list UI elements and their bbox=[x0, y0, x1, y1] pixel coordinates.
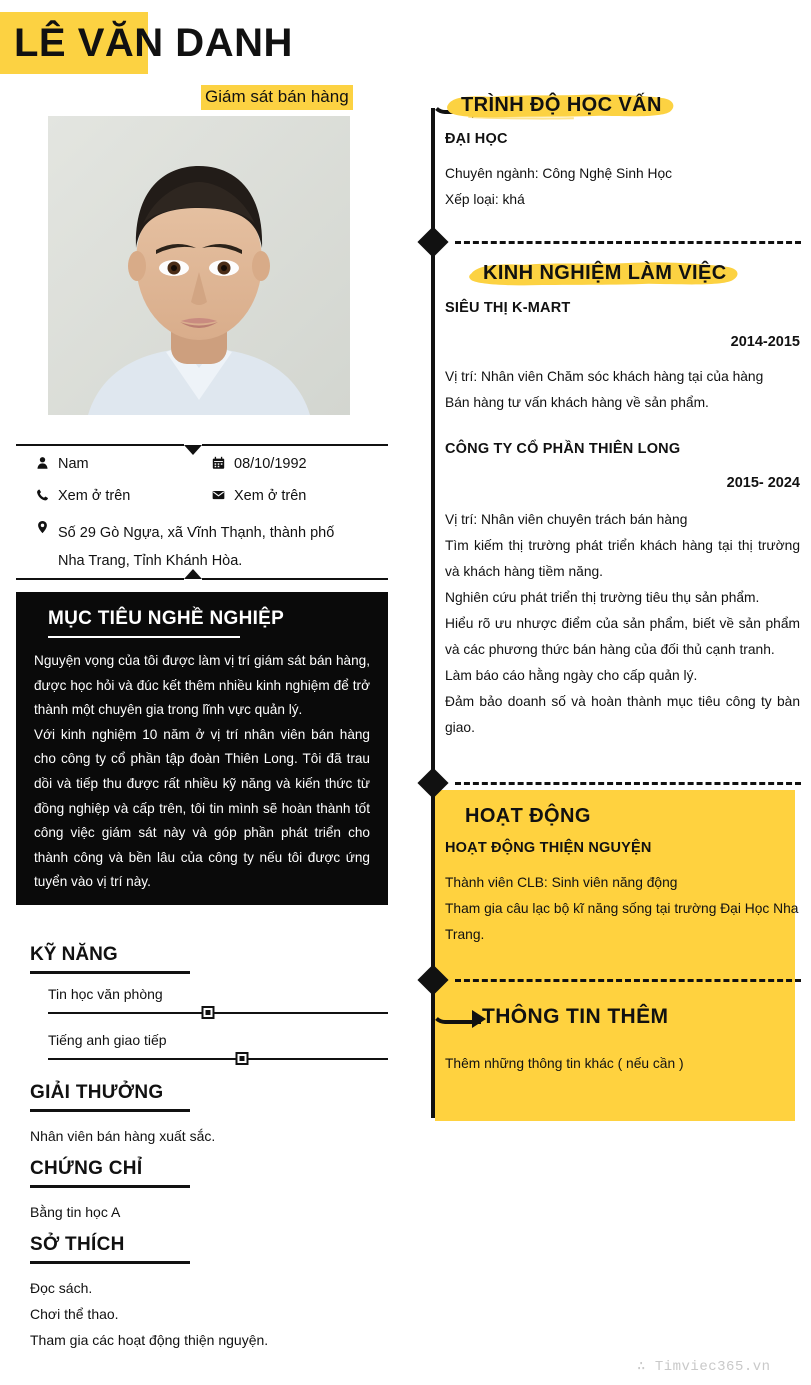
job-line: Nghiên cứu phát triển thị trường tiêu thụ sản phẩm. bbox=[445, 590, 760, 605]
experience-heading-text: KINH NGHIỆM LÀM VIỆC bbox=[483, 262, 727, 284]
activities-subheading: HOẠT ĐỘNG THIỆN NGUYỆN bbox=[445, 840, 652, 856]
activities-section bbox=[445, 805, 800, 948]
skill-slider-handle[interactable] bbox=[235, 1052, 248, 1065]
contact-address-line-1: Số 29 Gò Ngựa, xã Vĩnh Thạnh, thành phố bbox=[58, 525, 335, 541]
job-line: Làm báo cáo hằng ngày cho cấp quản lý. bbox=[445, 668, 698, 683]
location-pin-icon bbox=[36, 519, 58, 534]
job-line: Vị trí: Nhân viên chuyên trách bán hàng bbox=[445, 512, 688, 527]
contact-address-line-2: Nha Trang, Tỉnh Khánh Hòa. bbox=[58, 553, 243, 569]
contact-row-1 bbox=[36, 455, 388, 474]
list-item: Tham gia các hoạt động thiện nguyện. bbox=[30, 1331, 269, 1348]
experience-job bbox=[445, 441, 800, 741]
education-major: Chuyên ngành: Công Nghệ Sinh Học bbox=[445, 166, 673, 181]
job-title: Giám sát bán hàng bbox=[201, 85, 353, 110]
job-company: SIÊU THỊ K-MART bbox=[445, 300, 571, 316]
job-line: Vị trí: Nhân viên Chăm sóc khách hàng tại của hàng bbox=[445, 369, 764, 384]
person-icon bbox=[36, 455, 58, 470]
contact-divider-left bbox=[16, 444, 184, 446]
career-objective-body bbox=[34, 649, 370, 895]
watermark: ∴ Timviec365.vn bbox=[637, 1359, 771, 1375]
job-period: 2015- 2024 bbox=[726, 475, 800, 491]
awards-section bbox=[30, 1082, 388, 1149]
skill-slider-track bbox=[48, 1058, 388, 1061]
envelope-icon bbox=[212, 487, 234, 502]
activities-line: Tham gia câu lạc bộ kĩ năng sống tại trường Đại Học Nha Trang. bbox=[445, 901, 799, 942]
skill-slider-track bbox=[48, 1012, 388, 1015]
awards-underline bbox=[30, 1109, 190, 1112]
contact-gender-value: Nam bbox=[58, 456, 89, 472]
job-line: Đảm bảo doanh số và hoàn thành mục tiêu công ty bàn giao. bbox=[445, 694, 800, 735]
divider-caret-down-icon bbox=[184, 445, 202, 455]
contact-gender bbox=[36, 455, 212, 474]
activities-body bbox=[445, 870, 800, 948]
skill-label: Tiếng anh giao tiếp bbox=[48, 1031, 167, 1048]
contact-email-value: Xem ở trên bbox=[234, 488, 307, 504]
contact-bottom-divider-right bbox=[202, 578, 388, 580]
job-description bbox=[445, 364, 800, 416]
right-column bbox=[400, 0, 811, 1385]
hobbies-section bbox=[30, 1234, 388, 1353]
activities-line: Thành viên CLB: Sinh viên năng động bbox=[445, 875, 678, 890]
hobbies-items bbox=[30, 1275, 388, 1353]
timeline-dashed-separator bbox=[455, 979, 801, 982]
phone-icon bbox=[36, 487, 58, 502]
job-line: Bán hàng tư vấn khách hàng về sản phẩm. bbox=[445, 395, 709, 410]
career-objective-paragraph-2: Với kinh nghiệm 10 năm ở vị trí nhân viên bán hàng cho công ty cổ phần tập đoàn Thiên Long. Tôi đã trau dồi và tiếp thu được rất nhiều kỹ năng và kiến thức từ đồng nghiệp và cấp trên, tôi tin mình sẽ hoàn thành tốt công việc giám sát này và góp phần phát triển cho thành công và bền lâu của công ty nếu tôi được ứng tuyển vào vị trí này. bbox=[34, 726, 370, 890]
contact-row-2 bbox=[36, 487, 388, 506]
contact-divider-right bbox=[202, 444, 388, 446]
job-company: CÔNG TY CỔ PHẦN THIÊN LONG bbox=[445, 441, 681, 457]
experience-job bbox=[445, 300, 800, 416]
skill-row bbox=[30, 1029, 388, 1066]
divider-caret-up-icon bbox=[184, 569, 202, 579]
name-first-part: LÊ VĂN bbox=[14, 21, 164, 65]
job-line: Hiểu rõ ưu nhược điểm của sản phẩm, biết về sản phẩm và các phương thức bán hàng của đối thủ cạnh tranh. bbox=[445, 616, 800, 657]
timeline-dashed-separator bbox=[455, 782, 801, 785]
education-grade: Xếp loại: khá bbox=[445, 192, 525, 207]
left-column bbox=[0, 0, 400, 1385]
awards-items bbox=[30, 1123, 388, 1149]
list-item: Bằng tin học A bbox=[30, 1203, 121, 1220]
name-last-part: DANH bbox=[163, 21, 293, 65]
skill-slider[interactable] bbox=[30, 1052, 388, 1066]
contact-email bbox=[212, 487, 388, 506]
skill-slider[interactable] bbox=[30, 1006, 388, 1020]
certificates-underline bbox=[30, 1185, 190, 1188]
education-heading-text: TRÌNH ĐỘ HỌC VẤN bbox=[461, 94, 662, 116]
job-period: 2014-2015 bbox=[730, 334, 800, 350]
career-objective-paragraph-1: Nguyện vọng của tôi được làm vị trí giám sát bán hàng, được học hỏi và đúc kết thêm nhiều kinh nghiệm để trở thành một chuyên gia trong lĩnh vực quản lý. bbox=[34, 653, 370, 718]
contact-bottom-divider-left bbox=[16, 578, 184, 580]
career-objective-heading: MỤC TIÊU NGHỀ NGHIỆP bbox=[48, 608, 285, 629]
education-section bbox=[445, 90, 800, 213]
skills-section bbox=[30, 944, 388, 1066]
certificates-section bbox=[30, 1158, 388, 1225]
contact-phone bbox=[36, 487, 212, 506]
calendar-icon bbox=[212, 455, 234, 470]
contact-phone-value: Xem ở trên bbox=[58, 488, 131, 504]
list-item: Nhân viên bán hàng xuất sắc. bbox=[30, 1127, 216, 1144]
experience-section bbox=[445, 258, 800, 741]
contact-block bbox=[36, 455, 388, 588]
extra-info-body bbox=[445, 1051, 800, 1077]
contact-row-3 bbox=[36, 519, 388, 575]
skills-underline bbox=[30, 971, 190, 974]
certificates-items bbox=[30, 1199, 388, 1225]
education-level: ĐẠI HỌC bbox=[445, 131, 508, 147]
contact-dob-value: 08/10/1992 bbox=[234, 456, 307, 472]
timeline-dashed-separator bbox=[455, 241, 801, 244]
extra-info-line: Thêm những thông tin khác ( nếu cần ) bbox=[445, 1056, 684, 1071]
contact-address bbox=[36, 519, 388, 575]
contact-dob bbox=[212, 455, 388, 474]
certificates-heading: CHỨNG CHỈ bbox=[30, 1158, 143, 1179]
timeline-diamond-marker bbox=[417, 226, 448, 257]
skill-label: Tin học văn phòng bbox=[48, 985, 163, 1002]
contact-address-lines bbox=[58, 519, 334, 575]
career-objective-card bbox=[16, 592, 388, 905]
awards-heading: GIẢI THƯỞNG bbox=[30, 1082, 164, 1103]
job-description bbox=[445, 507, 800, 741]
extra-info-heading: THÔNG TIN THÊM bbox=[482, 1005, 669, 1028]
activities-heading: HOẠT ĐỘNG bbox=[465, 805, 591, 827]
education-heading bbox=[445, 90, 678, 122]
hobbies-heading: SỞ THÍCH bbox=[30, 1234, 125, 1255]
extra-info-section bbox=[445, 1005, 800, 1077]
skills-heading: KỸ NĂNG bbox=[30, 944, 118, 965]
skill-slider-handle[interactable] bbox=[201, 1006, 214, 1019]
list-item: Chơi thể thao. bbox=[30, 1305, 119, 1322]
hobbies-underline bbox=[30, 1261, 190, 1264]
education-details bbox=[445, 161, 800, 213]
job-line: Tìm kiếm thị trường phát triển khách hàng tại thị trường và khách hàng tiềm năng. bbox=[445, 538, 800, 579]
experience-heading bbox=[467, 258, 743, 290]
career-objective-underline bbox=[48, 636, 240, 638]
list-item: Đọc sách. bbox=[30, 1279, 93, 1296]
skill-row bbox=[30, 983, 388, 1020]
